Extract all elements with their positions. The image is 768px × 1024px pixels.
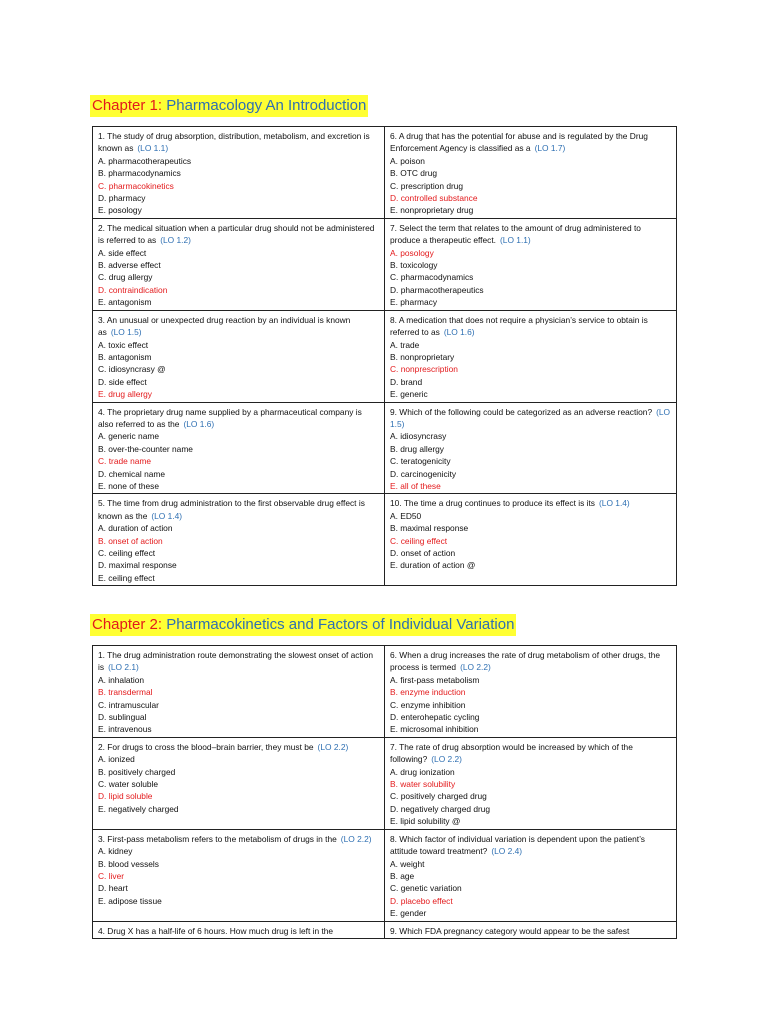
correct-answer-option: C. liver (98, 870, 125, 881)
question-row (93, 646, 677, 738)
question-text: 4. Drug X has a half-life of 6 hours. How much drug is left in the (98, 925, 334, 936)
answer-option: B. pharmacodynamics (98, 168, 181, 179)
chapter-number: Chapter 1: (92, 97, 163, 114)
correct-answer-option: A. posology (390, 247, 434, 258)
correct-answer-option: D. controlled substance (390, 193, 478, 204)
answer-option: B. adverse effect (98, 260, 161, 271)
question-cell (385, 218, 677, 310)
correct-answer-option: B. transdermal (98, 687, 153, 698)
answer-option: A. pharmacotherapeutics (98, 155, 192, 166)
question-row (93, 829, 677, 921)
answer-option: C. genetic variation (390, 883, 462, 894)
question-stem (98, 314, 379, 339)
answer-option: E. none of these (98, 480, 159, 491)
question-stem (390, 833, 671, 858)
correct-answer-option: E. all of these (390, 480, 441, 491)
learning-objective: (LO 2.2) (317, 741, 349, 752)
answer-option: C. positively charged drug (390, 791, 487, 802)
question-text: 5. The time from drug administration to the first observable drug effect is known as the (98, 498, 365, 521)
question-cell (93, 310, 385, 402)
answer-option: C. water soluble (98, 779, 159, 790)
answer-option: D. enterohepatic cycling (390, 712, 480, 723)
answer-option: A. generic name (98, 431, 159, 442)
question-cell (385, 402, 677, 494)
chapter-title: Pharmacology An Introduction (166, 97, 367, 114)
question-text: 10. The time a drug continues to produce its effect is its (390, 498, 595, 509)
answer-option: E. gender (390, 908, 427, 919)
answer-option: E. antagonism (98, 297, 152, 308)
question-stem (390, 925, 671, 937)
question-cell (385, 737, 677, 829)
learning-objective: (LO 1.5) (110, 327, 142, 338)
learning-objective: (LO 2.2) (340, 833, 372, 844)
learning-objective: (LO 2.2) (431, 754, 462, 765)
question-text: 2. For drugs to cross the blood–brain barrier, they must be (98, 741, 314, 752)
answer-option: E. intravenous (98, 724, 152, 735)
learning-objective: (LO 1.6) (183, 418, 215, 429)
question-cell (93, 218, 385, 310)
answer-option: D. chemical name (98, 468, 166, 479)
correct-answer-option: B. water solubility (390, 779, 456, 790)
answer-option: D. sublingual (98, 712, 147, 723)
chapter-2-question-table (92, 645, 677, 939)
question-text: 7. The rate of drug absorption would be increased by which of the following? (390, 741, 633, 765)
answer-option: A. weight (390, 858, 425, 869)
answer-option: C. ceiling effect (98, 548, 156, 558)
correct-answer-option: B. onset of action (98, 535, 163, 546)
correct-answer-option: C. ceiling effect (390, 535, 448, 546)
question-cell (93, 127, 385, 219)
question-cell (385, 310, 677, 402)
learning-objective: (LO 1.5) (390, 406, 671, 429)
answer-option: E. ceiling effect (98, 572, 155, 583)
question-cell (385, 921, 677, 938)
chapter-1-heading (90, 95, 368, 117)
answer-option: C. teratogenicity (390, 456, 451, 467)
answer-option: C. pharmacodynamics (390, 272, 474, 283)
answer-option: D. negatively charged drug (390, 803, 491, 814)
question-text: 2. The medical situation when a particular drug should not be administered is referred to as (98, 222, 375, 246)
question-stem (98, 497, 379, 522)
answer-option: C. enzyme inhibition (390, 699, 466, 710)
question-text: 3. An unusual or unexpected drug reaction by an individual is known as (98, 314, 351, 338)
correct-answer-option: B. enzyme induction (390, 687, 466, 698)
answer-option: D. side effect (98, 376, 147, 387)
question-row (93, 310, 677, 402)
question-text: 9. Which FDA pregnancy category would appear to be the safest (390, 925, 630, 936)
question-stem (98, 649, 379, 674)
answer-option: A. duration of action (98, 523, 173, 534)
answer-option: E. lipid solubility @ (390, 816, 461, 827)
question-stem (390, 497, 671, 509)
correct-answer-option: C. pharmacokinetics (98, 180, 174, 191)
answer-option: B. age (390, 870, 415, 881)
learning-objective: (LO 2.4) (491, 846, 523, 857)
question-text: 1. The drug administration route demonstrating the slowest onset of action is (98, 650, 373, 673)
answer-option: A. drug ionization (390, 766, 455, 777)
question-cell (385, 829, 677, 921)
answer-option: E. microsomal inhibition (390, 724, 479, 735)
answer-option: E. adipose tissue (98, 895, 162, 906)
answer-option: B. antagonism (98, 351, 152, 362)
question-cell (93, 494, 385, 586)
answer-option: B. drug allergy (390, 443, 444, 454)
learning-objective: (LO 1.4) (151, 510, 183, 521)
question-stem (98, 222, 379, 247)
answer-option: E. duration of action @ (390, 560, 476, 571)
question-row (93, 737, 677, 829)
answer-option: B. OTC drug (390, 168, 438, 179)
answer-option: D. pharmacy (98, 193, 146, 204)
question-stem (98, 741, 379, 753)
answer-option: D. carcinogenicity (390, 468, 457, 479)
correct-answer-option: D. contraindication (98, 284, 168, 295)
answer-option: C. prescription drug (390, 180, 464, 191)
answer-option: C. idiosyncrasy @ (98, 364, 166, 375)
correct-answer-option: D. placebo effect (390, 895, 453, 906)
answer-option: A. kidney (98, 846, 133, 857)
answer-option: A. ionized (98, 754, 135, 765)
question-cell (93, 829, 385, 921)
correct-answer-option: C. nonprescription (390, 364, 458, 375)
answer-option: B. over-the-counter name (98, 443, 193, 454)
question-row (93, 218, 677, 310)
answer-option: E. generic (390, 389, 428, 400)
correct-answer-option: D. lipid soluble (98, 791, 153, 802)
answer-option: E. nonproprietary drug (390, 205, 474, 216)
chapter-1-question-table (92, 126, 677, 586)
question-text: 8. Which factor of individual variation is dependent upon the patient’s attitude toward treatment? (390, 833, 645, 857)
answer-option: A. ED50 (390, 510, 422, 521)
answer-option: A. side effect (98, 247, 147, 258)
question-row (93, 127, 677, 219)
question-cell (93, 646, 385, 738)
question-stem (390, 649, 671, 674)
answer-option: B. maximal response (390, 523, 469, 534)
learning-objective: (LO 1.1) (137, 143, 169, 154)
answer-option: B. blood vessels (98, 858, 159, 869)
correct-answer-option: C. trade name (98, 456, 152, 467)
question-row (93, 402, 677, 494)
question-cell (93, 737, 385, 829)
answer-option: A. inhalation (98, 674, 145, 685)
learning-objective: (LO 1.7) (534, 143, 566, 154)
question-row (93, 921, 677, 938)
question-cell (385, 127, 677, 219)
question-cell (385, 646, 677, 738)
answer-option: C. intramuscular (98, 699, 159, 710)
answer-option: A. trade (390, 339, 420, 350)
chapter-number: Chapter 2: (92, 616, 163, 633)
answer-option: C. drug allergy (98, 272, 153, 283)
question-text: 3. First-pass metabolism refers to the metabolism of drugs in the (98, 833, 337, 844)
answer-option: B. toxicology (390, 260, 438, 271)
question-stem (98, 925, 379, 937)
question-stem (98, 130, 379, 155)
answer-option: D. heart (98, 883, 128, 894)
answer-option: E. posology (98, 205, 142, 216)
answer-option: D. brand (390, 376, 423, 387)
answer-option: D. onset of action (390, 548, 456, 558)
question-cell (93, 402, 385, 494)
learning-objective: (LO 2.1) (108, 662, 139, 673)
learning-objective: (LO 1.6) (443, 327, 475, 338)
answer-option: D. maximal response (98, 560, 177, 571)
question-text: 1. The study of drug absorption, distribution, metabolism, and excretion is known as (98, 131, 370, 154)
question-cell (385, 494, 677, 586)
question-stem (98, 833, 379, 845)
answer-option: E. negatively charged (98, 803, 179, 814)
answer-option: A. first-pass metabolism (390, 674, 480, 685)
answer-option: E. pharmacy (390, 297, 438, 308)
answer-option: D. pharmacotherapeutics (390, 284, 484, 295)
question-stem (390, 314, 671, 339)
learning-objective: (LO 1.2) (160, 235, 191, 246)
question-text: 6. When a drug increases the rate of drug metabolism of other drugs, the process is termed (390, 650, 661, 673)
question-stem (98, 406, 379, 431)
question-text: 4. The proprietary drug name supplied by a pharmaceutical company is also referred to as the (98, 406, 362, 429)
question-stem (390, 130, 671, 155)
learning-objective: (LO 1.4) (599, 498, 630, 509)
question-stem (390, 741, 671, 766)
question-cell (93, 921, 385, 938)
answer-option: B. nonproprietary (390, 351, 455, 362)
correct-answer-option: E. drug allergy (98, 389, 152, 400)
question-text: 7. Select the term that relates to the amount of drug administered to produce a therapeutic effect. (390, 222, 641, 246)
question-stem (390, 406, 671, 431)
learning-objective: (LO 2.2) (460, 662, 491, 673)
answer-option: A. idiosyncrasy (390, 431, 447, 442)
answer-option: B. positively charged (98, 766, 176, 777)
chapter-title: Pharmacokinetics and Factors of Individual Variation (166, 616, 515, 633)
question-text: 8. A medication that does not require a physician’s service to obtain is referred to as (390, 314, 648, 338)
question-stem (390, 222, 671, 247)
question-row (93, 494, 677, 586)
question-text: 9. Which of the following could be categorized as an adverse reaction? (390, 406, 653, 417)
learning-objective: (LO 1.1) (500, 235, 531, 246)
chapter-2-heading (90, 614, 516, 636)
answer-option: A. toxic effect (98, 339, 149, 350)
question-text: 6. A drug that has the potential for abuse and is regulated by the Drug Enforcement Agency is classified as a (390, 131, 648, 154)
answer-option: A. poison (390, 155, 425, 166)
